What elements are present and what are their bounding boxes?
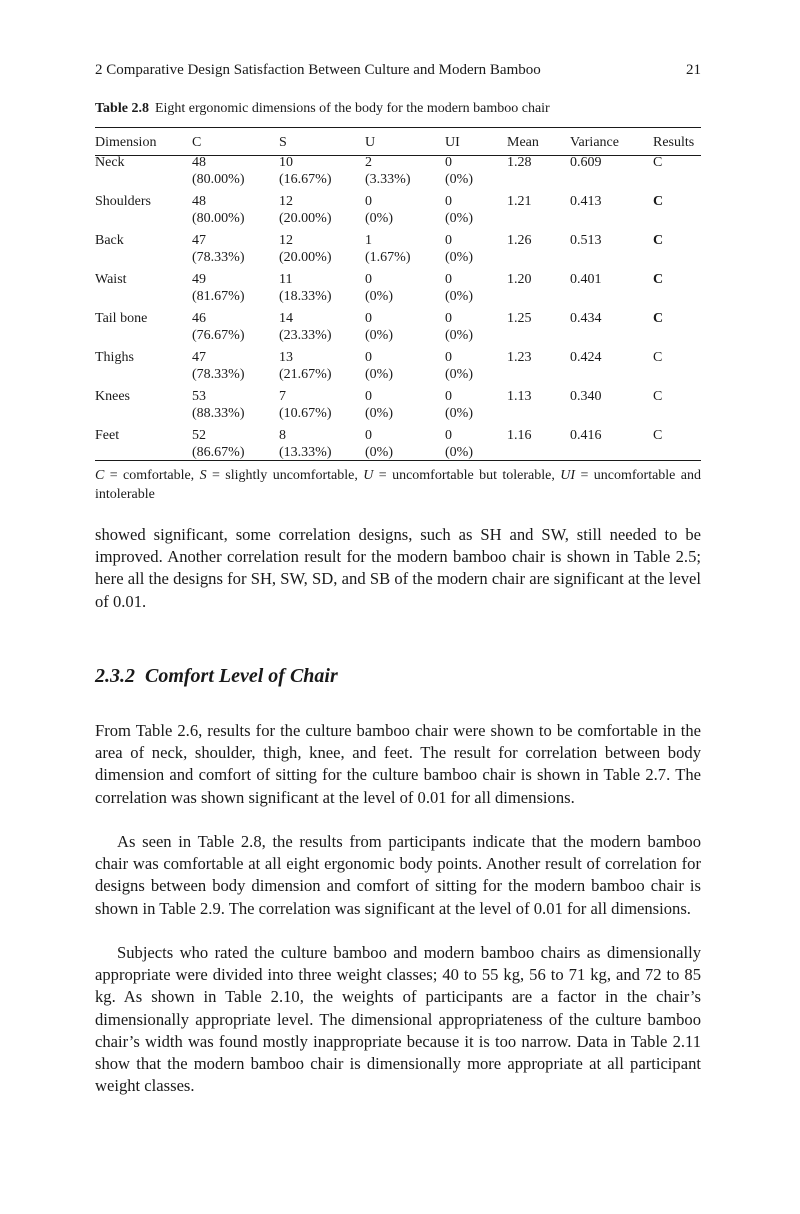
cell-percent: (3.33%) (365, 172, 411, 187)
cell-count: 1 (365, 233, 372, 248)
cell-count: 49 (192, 272, 206, 287)
table-row (95, 387, 701, 426)
cell-count: 0 (365, 428, 372, 443)
cell-percent: (0%) (445, 250, 473, 265)
cell-count: 0 (445, 272, 452, 287)
cell-u (365, 192, 445, 231)
cell-count: 12 (279, 233, 293, 248)
cell-mean: 1.20 (507, 272, 532, 287)
cell-count: 12 (279, 194, 293, 209)
cell-percent: (0%) (445, 289, 473, 304)
cell-s (279, 192, 365, 231)
cell-variance: 0.434 (570, 311, 602, 326)
cell-count: 0 (445, 233, 452, 248)
cell-percent: (76.67%) (192, 328, 245, 343)
cell-u (365, 348, 445, 387)
chapter-title: 2 Comparative Design Satisfaction Between Culture and Modern Bamboo (95, 62, 541, 78)
cell-count: 0 (445, 194, 452, 209)
paragraph-3: As seen in Table 2.8, the results from participants indicate that the modern bamboo chair was comfortable at all eight ergonomic body points. Another result of correlation for designs between body dimension and comfort of sitting for the modern bamboo chair is shown in Table 2.9. The correlation was significant at the level of 0.01 for all dimensions. (95, 832, 701, 918)
cell-count: 0 (445, 311, 452, 326)
cell-ui (445, 192, 507, 231)
cell-count: 53 (192, 389, 206, 404)
cell-s (279, 231, 365, 270)
cell-percent: (0%) (445, 211, 473, 226)
footnote-symbol: S (199, 468, 207, 483)
cell-ui (445, 348, 507, 387)
cell-s (279, 426, 365, 465)
table-caption (95, 101, 701, 117)
cell-percent: (78.33%) (192, 250, 245, 265)
paragraph-1: showed significant, some correlation designs, such as SH and SW, still needed to be improved. Another correlation result for the modern bamboo chair is shown in Table 2.5; here all the designs for SH, SW, SD, and SB of the modern chair are significant at the level of 0.01. (95, 525, 701, 611)
cell-c (192, 387, 279, 426)
cell-dimension: Tail bone (95, 311, 148, 326)
cell-percent: (23.33%) (279, 328, 332, 343)
cell-variance: 0.401 (570, 272, 602, 287)
cell-result: C (653, 350, 663, 365)
cell-percent: (18.33%) (279, 289, 332, 304)
footnote-definition: slightly uncomfortable, (225, 468, 358, 483)
cell-count: 7 (279, 389, 286, 404)
cell-count: 48 (192, 194, 206, 209)
cell-count: 0 (365, 311, 372, 326)
footnote-definition: uncomfortable but tolerable, (392, 468, 555, 483)
cell-c (192, 153, 279, 192)
cell-result: C (653, 389, 663, 404)
cell-mean: 1.28 (507, 155, 532, 170)
cell-count: 0 (365, 272, 372, 287)
cell-count: 11 (279, 272, 293, 287)
cell-count: 47 (192, 233, 206, 248)
cell-result: C (653, 233, 664, 248)
paragraph-2: From Table 2.6, results for the culture bamboo chair were shown to be comfortable in the area of neck, shoulder, thigh, knee, and feet. The result for correlation between body dimension and comfort of sitting for the culture bamboo chair is shown in Table 2.7. The correlation was shown significant at the level of 0.01 for all dimensions. (95, 721, 701, 807)
section-number: 2.3.2 (95, 665, 135, 687)
paragraph-4: Subjects who rated the culture bamboo and modern bamboo chairs as dimensionally appropriate were divided into three weight classes; 40 to 55 kg, 56 to 71 kg, and 72 to 85 kg. As shown in Table 2.10, the weights of participants are a factor in the chair’s dimensionally appropriate level. The dimensional appropriateness of the culture bamboo chair’s width was found mostly inappropriate because it is too narrow. Data in Table 2.11 show that the modern bamboo chair is dimensionally more appropriate at all participant weight classes. (95, 943, 701, 1096)
header-dimension: Dimension (95, 134, 157, 150)
cell-count: 0 (365, 350, 372, 365)
table-caption-text: Eight ergonomic dimensions of the body for the modern bamboo chair (154, 101, 550, 116)
cell-s (279, 387, 365, 426)
cell-percent: (80.00%) (192, 211, 245, 226)
table-row (95, 348, 701, 387)
cell-count: 10 (279, 155, 293, 170)
cell-percent: (86.67%) (192, 445, 245, 460)
cell-dimension: Feet (95, 428, 120, 443)
cell-u (365, 270, 445, 309)
cell-count: 0 (365, 194, 372, 209)
cell-percent: (20.00%) (279, 250, 332, 265)
table-footnote: C = comfortable, S = slightly uncomfortable, U = uncomfortable but tolerable, UI = uncomfortable and intolerable (95, 468, 702, 502)
cell-percent: (0%) (445, 406, 473, 421)
table-label: Table 2.8 (95, 101, 149, 116)
cell-percent: (0%) (365, 445, 393, 460)
cell-result: C (653, 272, 664, 287)
data-table (95, 131, 701, 465)
cell-percent: (0%) (445, 367, 473, 382)
cell-percent: (16.67%) (279, 172, 332, 187)
cell-s (279, 309, 365, 348)
cell-count: 48 (192, 155, 206, 170)
cell-variance: 0.609 (570, 155, 602, 170)
table-row (95, 270, 701, 309)
cell-mean: 1.25 (507, 311, 532, 326)
cell-count: 2 (365, 155, 372, 170)
cell-result: C (653, 155, 663, 170)
cell-count: 13 (279, 350, 293, 365)
cell-c (192, 309, 279, 348)
cell-u (365, 387, 445, 426)
cell-u (365, 309, 445, 348)
footnote-symbol: C (95, 468, 105, 483)
cell-dimension: Knees (95, 389, 130, 404)
footnote-symbol: UI (560, 468, 576, 483)
cell-percent: (0%) (365, 406, 393, 421)
header-variance: Variance (570, 134, 619, 150)
cell-percent: (0%) (445, 328, 473, 343)
cell-percent: (13.33%) (279, 445, 332, 460)
cell-ui (445, 309, 507, 348)
header-results: Results (653, 134, 695, 150)
cell-dimension: Back (95, 233, 124, 248)
header-u: U (365, 134, 376, 150)
cell-count: 8 (279, 428, 286, 443)
cell-percent: (21.67%) (279, 367, 332, 382)
cell-percent: (0%) (365, 367, 393, 382)
cell-percent: (10.67%) (279, 406, 332, 421)
cell-result: C (653, 428, 663, 443)
cell-variance: 0.413 (570, 194, 602, 209)
cell-mean: 1.26 (507, 233, 532, 248)
cell-mean: 1.21 (507, 194, 532, 209)
cell-count: 0 (445, 389, 452, 404)
cell-variance: 0.513 (570, 233, 602, 248)
cell-dimension: Thighs (95, 350, 134, 365)
cell-c (192, 231, 279, 270)
header-s: S (279, 134, 287, 150)
cell-mean: 1.16 (507, 428, 532, 443)
header-c: C (192, 134, 202, 150)
cell-percent: (0%) (445, 445, 473, 460)
cell-c (192, 348, 279, 387)
cell-percent: (0%) (445, 172, 473, 187)
footnote-definition: comfortable, (123, 468, 195, 483)
cell-c (192, 426, 279, 465)
table-row (95, 309, 701, 348)
cell-u (365, 153, 445, 192)
cell-variance: 0.340 (570, 389, 602, 404)
table-header-row (95, 131, 701, 153)
cell-dimension: Waist (95, 272, 127, 287)
cell-count: 0 (445, 155, 452, 170)
cell-percent: (0%) (365, 328, 393, 343)
table-row (95, 231, 701, 270)
table-row (95, 192, 701, 231)
cell-count: 0 (445, 350, 452, 365)
table-row (95, 153, 701, 192)
cell-percent: (20.00%) (279, 211, 332, 226)
cell-variance: 0.424 (570, 350, 602, 365)
cell-c (192, 270, 279, 309)
footnote-symbol: U (363, 468, 374, 483)
cell-percent: (1.67%) (365, 250, 411, 265)
cell-s (279, 153, 365, 192)
page-number: 21 (686, 62, 701, 78)
cell-count: 14 (279, 311, 293, 326)
section-title: Comfort Level of Chair (145, 665, 338, 687)
cell-percent: (78.33%) (192, 367, 245, 382)
header-mean: Mean (507, 134, 539, 150)
cell-variance: 0.416 (570, 428, 602, 443)
cell-ui (445, 270, 507, 309)
cell-percent: (0%) (365, 289, 393, 304)
header-ui: UI (445, 134, 460, 150)
cell-s (279, 270, 365, 309)
cell-result: C (653, 194, 664, 209)
cell-percent: (88.33%) (192, 406, 245, 421)
cell-mean: 1.23 (507, 350, 532, 365)
cell-dimension: Neck (95, 155, 125, 170)
cell-mean: 1.13 (507, 389, 532, 404)
cell-percent: (80.00%) (192, 172, 245, 187)
cell-count: 0 (365, 389, 372, 404)
table-row (95, 426, 701, 465)
cell-u (365, 426, 445, 465)
cell-ui (445, 153, 507, 192)
footnote-definition: uncomfortable and intolerable (95, 468, 702, 502)
cell-ui (445, 231, 507, 270)
section-heading (95, 665, 338, 688)
cell-ui (445, 426, 507, 465)
cell-percent: (81.67%) (192, 289, 245, 304)
cell-ui (445, 387, 507, 426)
cell-result: C (653, 311, 664, 326)
cell-s (279, 348, 365, 387)
cell-count: 52 (192, 428, 206, 443)
cell-count: 46 (192, 311, 206, 326)
cell-count: 0 (445, 428, 452, 443)
cell-c (192, 192, 279, 231)
cell-percent: (0%) (365, 211, 393, 226)
cell-dimension: Shoulders (95, 194, 151, 209)
table-top-rule (95, 127, 701, 128)
cell-count: 47 (192, 350, 206, 365)
cell-u (365, 231, 445, 270)
